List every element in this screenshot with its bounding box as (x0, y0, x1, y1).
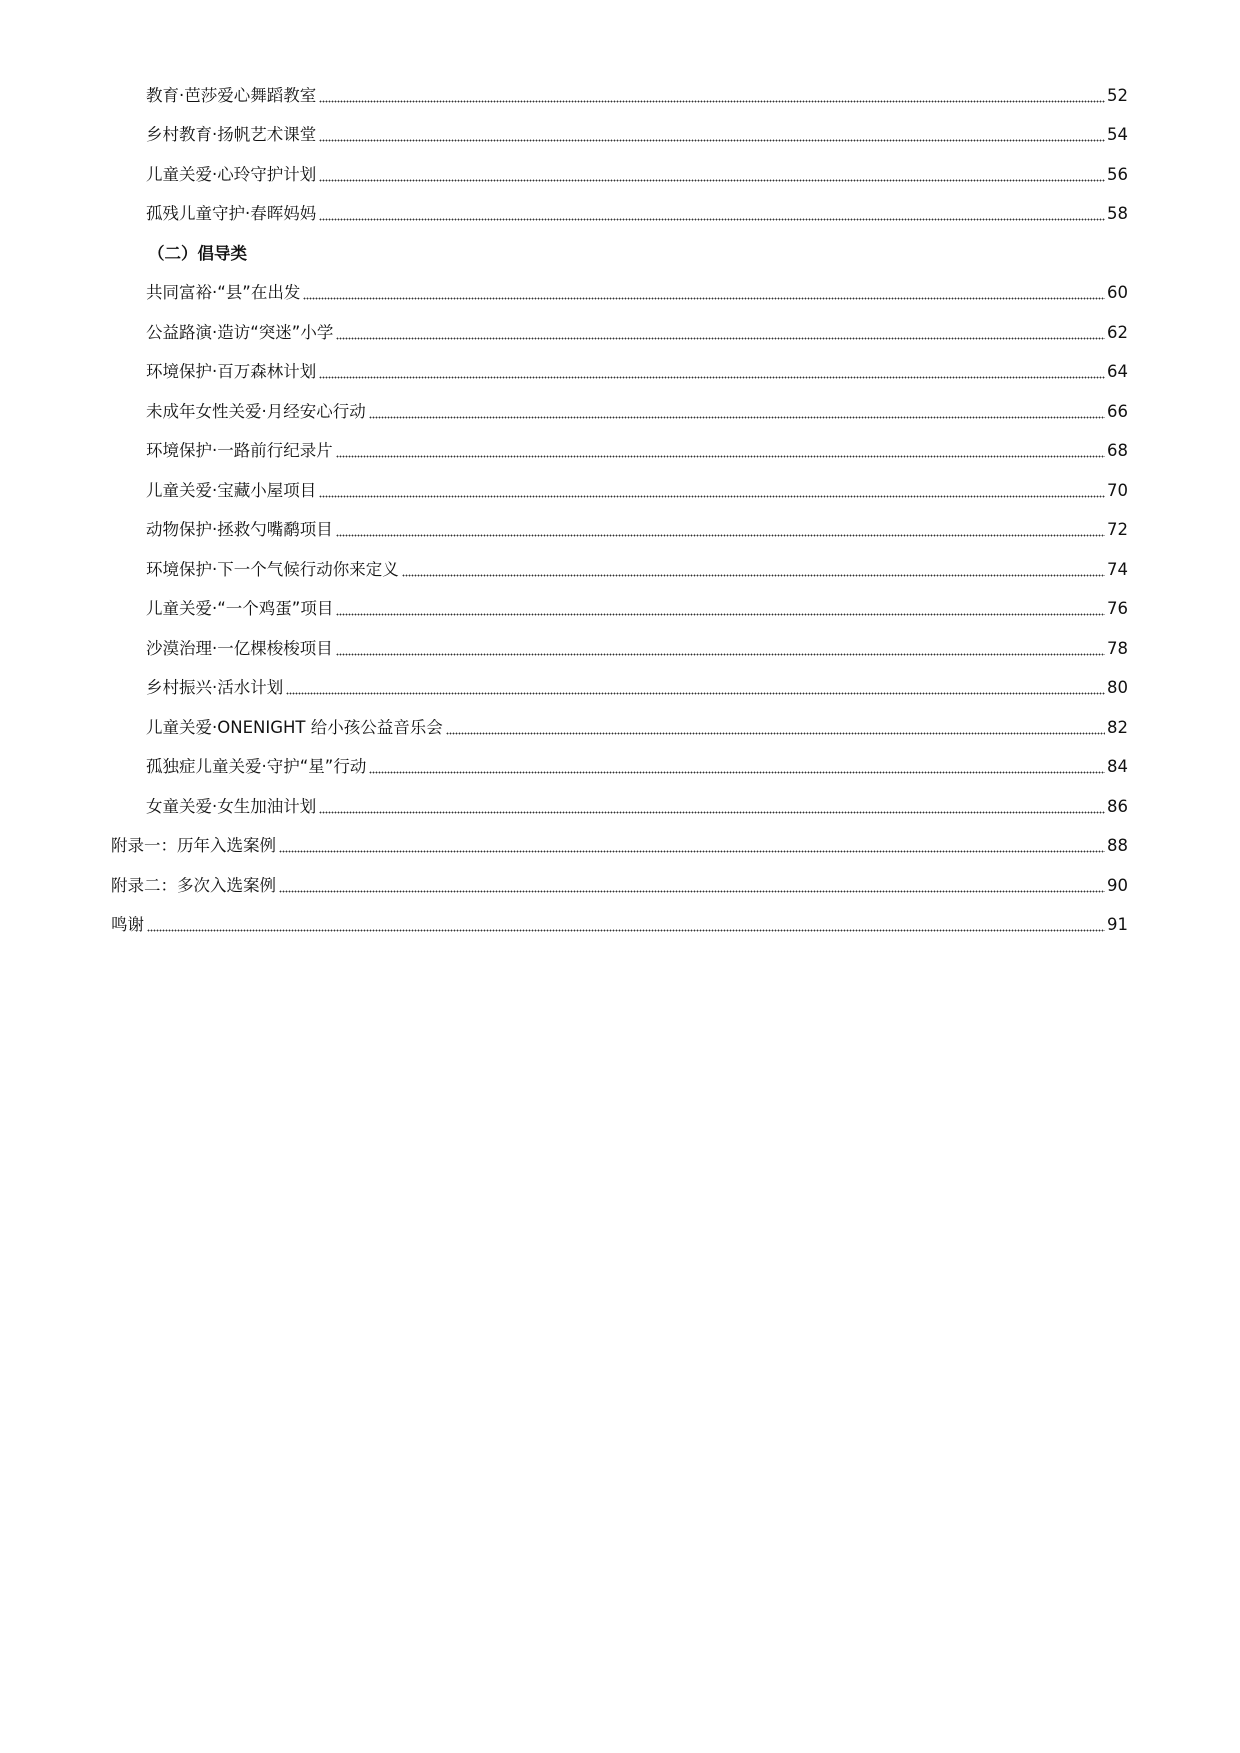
toc-entry-page: 90 (1107, 875, 1128, 895)
toc-entry-page: 60 (1107, 283, 1128, 303)
toc-dot-leader (286, 678, 1105, 698)
toc-entry-page: 58 (1107, 204, 1128, 224)
toc-dot-leader (319, 362, 1105, 382)
toc-dot-leader (319, 797, 1105, 817)
toc-dot-leader (402, 560, 1105, 580)
toc-entry-page: 70 (1107, 480, 1128, 500)
toc-dot-leader (319, 481, 1105, 501)
toc-entry-page: 66 (1107, 401, 1128, 421)
toc-dot-leader (336, 323, 1105, 343)
toc-dot-leader (147, 915, 1105, 935)
toc-entry[interactable] (0, 392, 1240, 432)
table-of-contents (0, 76, 1240, 945)
toc-entry[interactable] (0, 353, 1240, 393)
toc-dot-leader (319, 86, 1105, 106)
toc-entry[interactable] (0, 550, 1240, 590)
toc-appendix-entry[interactable] (0, 827, 1240, 867)
toc-entry-page: 86 (1107, 796, 1128, 816)
toc-entry-title: 孤残儿童守护·春晖妈妈 (146, 204, 317, 224)
toc-entry[interactable] (0, 669, 1240, 709)
toc-entry-title: 附录一：历年入选案例 (111, 836, 276, 856)
toc-dot-leader (279, 836, 1105, 856)
toc-entry-title: 动物保护·拯救勺嘴鹬项目 (146, 520, 333, 540)
toc-entry[interactable] (0, 708, 1240, 748)
toc-entry-page: 52 (1107, 85, 1128, 105)
toc-entry-page: 91 (1107, 915, 1128, 935)
toc-dot-leader (369, 402, 1105, 422)
toc-entry-title: 儿童关爱·“一个鸡蛋”项目 (146, 599, 334, 619)
toc-entry-page: 62 (1107, 322, 1128, 342)
toc-entry[interactable] (0, 787, 1240, 827)
toc-dot-leader (336, 520, 1105, 540)
toc-entry[interactable] (0, 155, 1240, 195)
toc-entry[interactable] (0, 116, 1240, 156)
toc-entry[interactable] (0, 274, 1240, 314)
toc-entry-page: 64 (1107, 362, 1128, 382)
toc-entry-title: 女童关爱·女生加油计划 (146, 796, 317, 816)
toc-entry-title: 乡村振兴·活水计划 (146, 678, 284, 698)
toc-dot-leader (369, 757, 1105, 777)
toc-entry-title: 儿童关爱·ONENIGHT 给小孩公益音乐会 (146, 717, 443, 737)
toc-entry[interactable] (0, 471, 1240, 511)
toc-dot-leader (336, 441, 1105, 461)
toc-appendix-entry[interactable] (0, 866, 1240, 906)
toc-acknowledgements-entry[interactable] (0, 906, 1240, 946)
toc-entry-title: 环境保护·下一个气候行动你来定义 (146, 559, 399, 579)
toc-entry-title: 环境保护·百万森林计划 (146, 362, 317, 382)
toc-dot-leader (446, 718, 1105, 738)
toc-dot-leader (319, 165, 1105, 185)
toc-entry-page: 84 (1107, 757, 1128, 777)
toc-dot-leader (336, 639, 1105, 659)
toc-dot-leader (303, 283, 1105, 303)
toc-entry-page: 80 (1107, 678, 1128, 698)
toc-entry[interactable] (0, 748, 1240, 788)
toc-entry-title: 儿童关爱·宝藏小屋项目 (146, 480, 317, 500)
toc-entry-title: 公益路演·造访“突迷”小学 (146, 322, 334, 342)
toc-entry[interactable] (0, 313, 1240, 353)
toc-entry-title: 共同富裕·“县”在出发 (146, 283, 301, 303)
toc-entry-page: 78 (1107, 638, 1128, 658)
toc-entry-title: 乡村教育·扬帆艺术课堂 (146, 125, 317, 145)
toc-entry-title: 附录二：多次入选案例 (111, 875, 276, 895)
toc-entry-page: 76 (1107, 599, 1128, 619)
toc-entry[interactable] (0, 432, 1240, 472)
toc-entry-page: 88 (1107, 836, 1128, 856)
toc-entry[interactable] (0, 511, 1240, 551)
toc-entry-page: 68 (1107, 441, 1128, 461)
toc-entry[interactable] (0, 629, 1240, 669)
toc-dot-leader (319, 125, 1105, 145)
toc-entry-title: 未成年女性关爱·月经安心行动 (146, 401, 366, 421)
toc-entry-page: 54 (1107, 125, 1128, 145)
toc-entry-page: 72 (1107, 520, 1128, 540)
toc-dot-leader (336, 599, 1105, 619)
toc-entry[interactable] (0, 590, 1240, 630)
toc-entry-page: 82 (1107, 717, 1128, 737)
toc-dot-leader (279, 876, 1105, 896)
toc-section-heading[interactable] (0, 234, 1240, 274)
toc-entry-page: 56 (1107, 164, 1128, 184)
toc-dot-leader (319, 204, 1105, 224)
toc-entry-title: 教育·芭莎爱心舞蹈教室 (146, 85, 317, 105)
toc-entry-title: 环境保护·一路前行纪录片 (146, 441, 333, 461)
toc-entry-title: 孤独症儿童关爱·守护“星”行动 (146, 757, 367, 777)
toc-entry-title: 鸣谢 (111, 915, 144, 935)
toc-section-title: （二）倡导类 (148, 243, 247, 263)
toc-entry[interactable] (0, 76, 1240, 116)
toc-entry-title: 沙漠治理·一亿棵梭梭项目 (146, 638, 333, 658)
toc-entry-title: 儿童关爱·心玲守护计划 (146, 164, 317, 184)
toc-entry-page: 74 (1107, 559, 1128, 579)
toc-entry[interactable] (0, 195, 1240, 235)
